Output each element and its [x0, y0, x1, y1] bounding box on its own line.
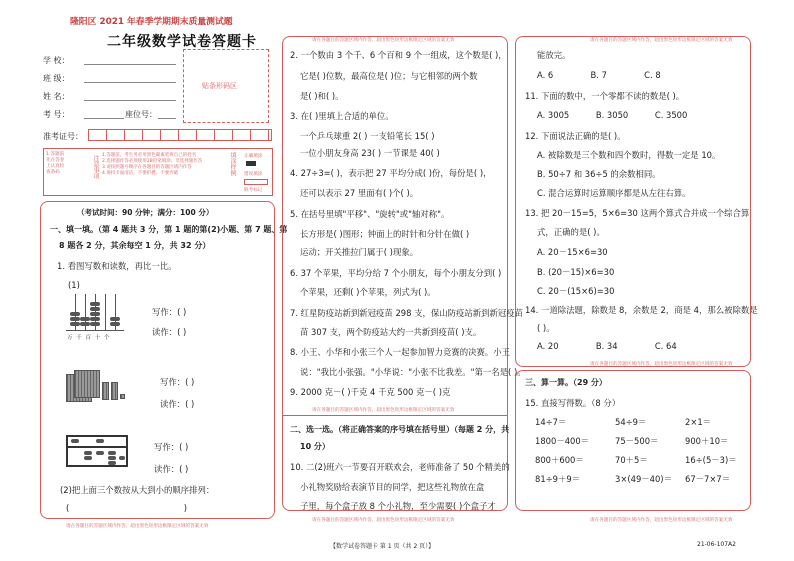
calc-item[interactable]: 81÷9＋9＝ — [535, 474, 581, 484]
q13-option-b: B. (20－15)×6=30 — [537, 267, 615, 277]
q5-text-a: 长方形是( )图形；钟面上的时针和分针在做( ) — [300, 229, 470, 239]
column-3-mid-warning: 请在各题目的答题区域内作答，超出黑色矩形边框限定区域的答案无效 — [590, 362, 733, 367]
q2-text: 2. 一个数由 3 个千、6 个百和 9 个一组成，这个数是( )， — [290, 50, 507, 60]
section-1-heading: 一、填一填。（第 4 题共 3 分，第 1 题的第(2)小题、第 7 题、第 — [50, 225, 288, 234]
q1-1-label: (1) — [68, 280, 80, 290]
q11-options: A. 3005 B. 3050 C. 3500 — [537, 110, 688, 120]
q14-text: 14. 一道除法题，除数是 8，余数是 2，商是 4，那么被除数是 — [525, 305, 758, 315]
footer-code: 21-06-107A2 — [697, 541, 736, 548]
q3-text-a: 一个乒乓球重 2( ) 一支铅笔长 15( ) — [300, 131, 435, 141]
calc-item[interactable]: 54÷9＝ — [615, 417, 647, 427]
instruction-line-3: 上认真检 — [46, 164, 65, 169]
calc-item[interactable]: 70＋5＝ — [615, 455, 648, 465]
correct-fill-sample — [246, 161, 256, 166]
q13-text-b: 式，正确的是( )。 — [537, 227, 605, 237]
notice-text-3: 3.请按照题号顺序在各题目的答题区域内作答 — [102, 165, 192, 170]
q9-text: 9. 2000 克－( )千克 4 千克 500 克－( )克 — [290, 387, 451, 397]
q5-text: 5. 在括号里填"平移"、"旋转"或"轴对称"。 — [290, 209, 450, 219]
notice-heading: 注意事项 — [92, 155, 99, 179]
notice-text-1: 1.答题前，考生务必用黑色碳素笔将自己的姓名 — [102, 153, 197, 158]
class-label: 班 级： — [43, 74, 70, 83]
column-3-bottom-warning: 请在各题目的答题区域内作答，超出黑色矩形边框限定区域的答案无效 — [590, 518, 733, 523]
absent-mark-label: 缺考标记 — [244, 188, 263, 193]
q2-text-c: 是( )和( )。 — [300, 91, 344, 101]
column-2-top-warning: 请在各题目的答题区域内作答，超出黑色矩形边框限定区域的答案无效 — [312, 38, 455, 43]
column-2-mid-warning: 请在各题目的答题区域内作答，超出黑色矩形边框限定区域的答案无效 — [312, 408, 455, 413]
notice-text-2: 2.选择题作答必须使用2B铅笔填涂；非选择题作答 — [102, 159, 203, 164]
q12-option-c: C. 混合运算时运算顺序都是从左往右算。 — [537, 188, 691, 198]
barcode-label: 贴条形码区 — [202, 82, 237, 90]
q11-text: 11. 下面的数中，一个零都不读的数是( )。 — [525, 91, 685, 101]
q3-text: 3. 在( )里填上合适的单位。 — [290, 111, 394, 121]
instruction-line-1: 1.答题前 — [46, 152, 65, 157]
barcode-area — [183, 49, 269, 123]
admission-number-boxes[interactable] — [88, 129, 272, 141]
exam-region-header: 隆阳区 2021 年春季学期期末质量测试题 — [70, 17, 233, 27]
calc-item[interactable]: 16÷(5－3)＝ — [685, 455, 737, 465]
school-label: 学 校： — [43, 56, 70, 65]
instruction-line-4: 查条码 — [46, 170, 60, 175]
column-2-bottom-warning: 请在各题目的答题区域内作答，超出黑色矩形边框限定区域的答案无效 — [312, 518, 455, 523]
section-1-heading-cont: 8 题各 2 分，其余每空 1 分，共 32 分） — [59, 241, 211, 250]
read-3[interactable]: 读作：( ) — [154, 464, 189, 474]
q13-text: 13. 把 20－15=5，5×6=30 这两个算式合并成一个综合算 — [525, 208, 750, 218]
cube-blocks-image — [66, 368, 130, 408]
q1-2-answer[interactable]: ( ) — [66, 503, 188, 513]
q2-text-b: 它是( )位数，最高位是( )位；与它相邻的两个数 — [300, 71, 478, 81]
column-3-panel — [515, 36, 751, 367]
write-3[interactable]: 写作：( ) — [154, 442, 189, 452]
class-field[interactable] — [84, 82, 176, 83]
calc-item[interactable]: 3×(49－40)＝ — [615, 474, 672, 484]
exam-number-label: 考 号： — [43, 110, 70, 119]
wrong-fill-label: 错误填涂 — [244, 172, 263, 177]
q10-options: A. 6 B. 7 C. 8 — [537, 70, 661, 80]
page-title: 二年级数学试卷答题卡 — [107, 34, 257, 50]
q13-option-a: A. 20－15×6=30 — [537, 247, 608, 257]
q14-options: A. 20 B. 34 C. 64 — [537, 341, 677, 351]
name-label: 姓 名： — [43, 92, 70, 101]
suanpan-image — [66, 435, 128, 467]
calc-item[interactable]: 900＋10＝ — [685, 436, 729, 446]
q6-text-b: 个苹果，还剩( )个苹果，列式为( )。 — [300, 287, 436, 297]
q1-2-text: (2)把上面三个数按从大到小的顺序排列： — [60, 485, 215, 495]
instruction-line-2: 先在答卷 — [46, 158, 65, 163]
q5-text-b: 运动；开关推拉门属于( )现象。 — [300, 247, 419, 257]
notice-text-4: 4.保持卡面清洁，不要折叠、不要弄破 — [102, 171, 179, 176]
q12-option-b: B. 50÷7 和 36÷5 的余数相同。 — [537, 169, 661, 179]
column-3-top-warning: 请在各题目的答题区域内作答，超出黑色矩形边框限定区域的答案无效 — [590, 38, 733, 43]
calc-item[interactable]: 800＋600＝ — [535, 455, 584, 465]
read-2[interactable]: 读作：( ) — [160, 399, 195, 409]
q3-text-b: 一位小朋友身高 23( ) 一节课是 40( ) — [300, 148, 440, 158]
exam-number-field[interactable] — [84, 118, 124, 119]
footer-page-label: 【数学试卷答题卡 第 1 页（共 2 页）】 — [330, 543, 435, 550]
q7-text: 7. 红星防疫站新到新冠疫苗 298 支，保山防疫站新到新冠疫苗 — [290, 308, 523, 318]
q7-text-b: 苗 307 支，两个防疫站大约一共新到疫苗( )支。 — [300, 327, 482, 337]
column-1-bottom-warning: 请在各题目的答题区域内作答，超出黑色矩形边框限定区域的答案无效 — [66, 524, 209, 529]
q13-option-c: C. 20－(15×6)=30 — [537, 286, 615, 296]
abacus-image-1 — [66, 290, 124, 342]
q10-text-c: 子里，每个盒子放 8 个小礼物，至少需要( )个盒子才 — [300, 501, 496, 511]
q4-text: 4. 27÷3=( )，表示把 27 平均分成( )份，每份是( )， — [290, 168, 492, 178]
calc-item[interactable]: 67－7×7＝ — [685, 474, 731, 484]
read-1[interactable]: 读作：( ) — [152, 327, 187, 337]
section-2-heading: 二、选一选。（将正确答案的序号填在括号里）（每题 2 分，共 — [290, 425, 510, 434]
q12-text: 12. 下面说法正确的是( )。 — [525, 131, 626, 141]
instruction-box — [43, 148, 273, 196]
q10-text: 10. 二(2)班六一节要召开联欢会，老师准备了 50 个精美的 — [290, 462, 510, 472]
wrong-fill-sample — [244, 179, 268, 185]
seat-number-label: 座位号： — [125, 110, 157, 119]
section-2-heading-cont: 10 分） — [300, 442, 330, 451]
q15-text: 15. 直接写得数。（8 分） — [525, 398, 621, 408]
seat-number-field[interactable] — [158, 118, 176, 119]
column-2-divider — [282, 415, 508, 416]
correct-fill-label: 正确填涂 — [244, 154, 263, 159]
write-2[interactable]: 写作：( ) — [160, 377, 195, 387]
calc-item[interactable]: 75－500＝ — [615, 436, 659, 446]
q4-text-b: 还可以表示 27 里面有( )个( )。 — [300, 188, 419, 198]
q14-text-b: ( )。 — [537, 323, 555, 333]
name-field[interactable] — [84, 100, 176, 101]
q6-text: 6. 37 个苹果，平均分给 7 个小朋友，每个小朋友分到( ) — [290, 268, 502, 278]
q10-text-d: 能放完。 — [537, 50, 571, 60]
q8-text-b: 说："我比小张强。"小华说："小张不比我差。"第一名是( )。 — [300, 367, 526, 377]
admission-number-label: 准考证号： — [43, 132, 83, 141]
school-field[interactable] — [84, 64, 176, 65]
calc-item[interactable]: 14÷7＝ — [535, 417, 567, 427]
calc-item[interactable]: 2×1＝ — [685, 417, 712, 427]
q1-text: 1. 看图写数和读数，再比一比。 — [57, 261, 177, 271]
exam-time: （考试时间：90 分钟；满分：100 分） — [77, 208, 214, 217]
q8-text: 8. 小王、小华和小张三个人一起参加智力竞赛的决赛。小王 — [290, 347, 511, 357]
write-1[interactable]: 写作：( ) — [152, 307, 187, 317]
q10-text-b: 小礼物奖励给表演节目的同学，把这些礼物放在盒 — [300, 482, 485, 492]
section-3-heading: 三、算一算。（29 分） — [525, 378, 607, 387]
abacus-place-labels: 万 千 百 十 个 — [67, 335, 111, 341]
fill-example-heading: 填涂样例 — [229, 152, 236, 176]
calc-item[interactable]: 1800－400＝ — [535, 436, 590, 446]
q12-option-a: A. 被除数是三个数和四个数时，得数一定是 10。 — [537, 150, 721, 160]
